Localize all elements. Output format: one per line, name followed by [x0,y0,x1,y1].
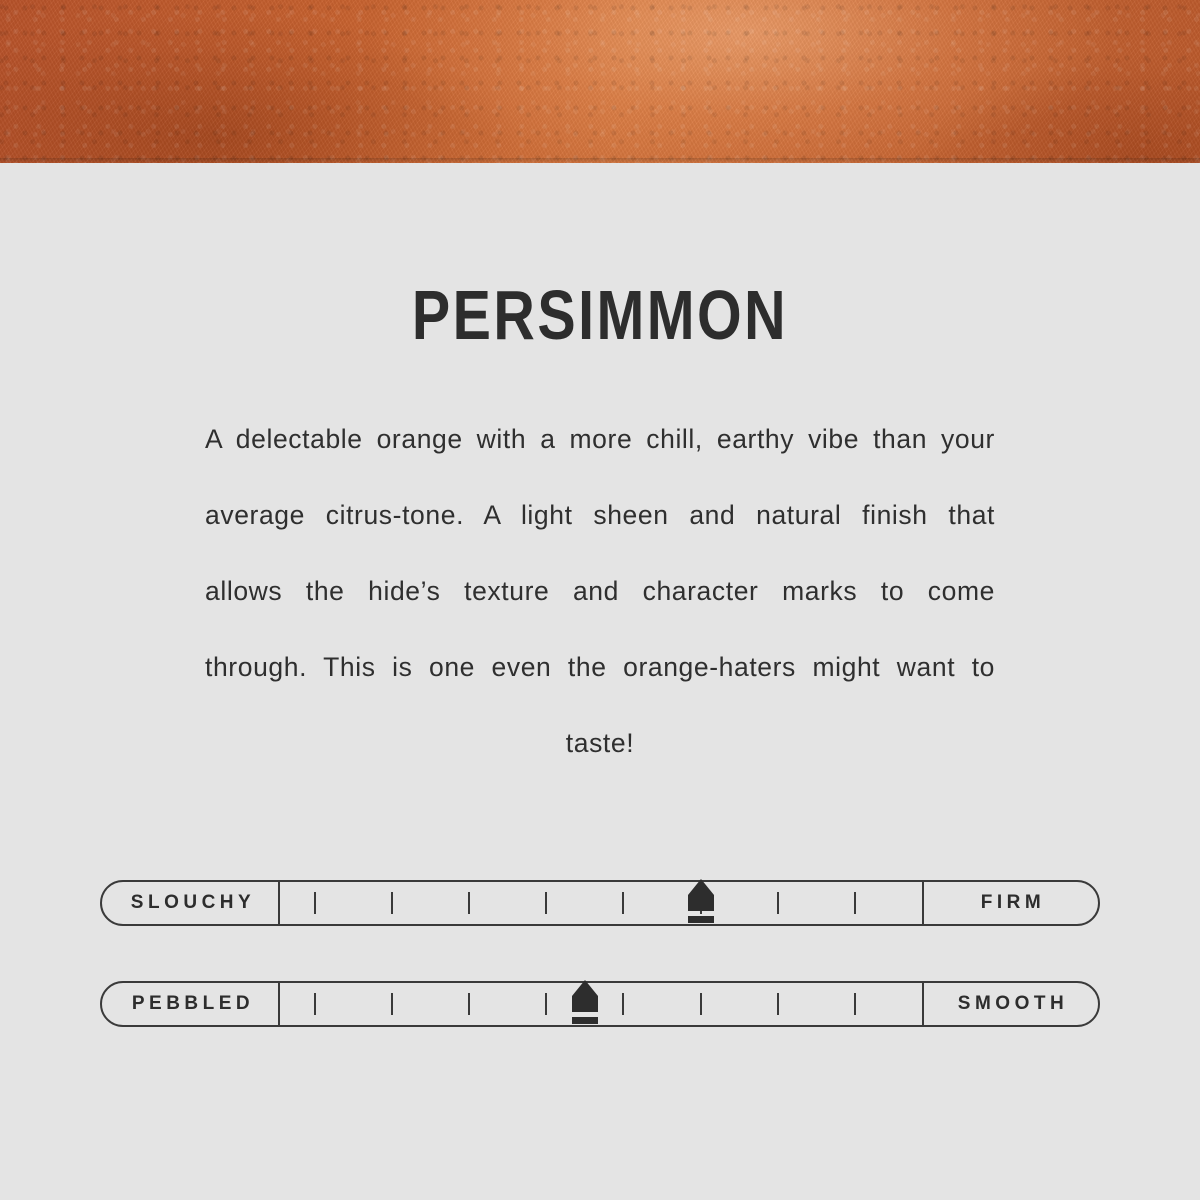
slider-track-texture[interactable] [100,981,1100,1027]
slider-tick [777,892,779,914]
slider-scale-texture[interactable] [280,983,922,1025]
attribute-sliders [0,880,1200,1082]
slider-handle-texture[interactable] [565,974,605,1034]
slider-texture[interactable] [100,981,1100,1027]
slider-tick [854,993,856,1015]
slider-tick [391,993,393,1015]
slider-tick [622,993,624,1015]
slider-left-label-texture: PEBBLED [102,983,280,1025]
card-content [0,163,1200,781]
slider-scale-firmness[interactable] [280,882,922,924]
slider-tick [314,892,316,914]
leather-swatch-image [0,0,1200,163]
slider-tick [468,993,470,1015]
slider-tick [545,993,547,1015]
slider-tick [545,892,547,914]
color-description: A delectable orange with a more chill, earthy vibe than your average citrus-tone. A light sheen and natural finish that allows the hide’s texture and character marks to come through. This is one even the orange-haters might want to taste! [205,424,995,758]
slider-left-label-firmness: SLOUCHY [102,882,280,924]
slider-tick [314,993,316,1015]
slider-firmness[interactable] [100,880,1100,926]
slider-tick [468,892,470,914]
slider-handle-firmness[interactable] [681,873,721,933]
slider-tick [622,892,624,914]
slider-track-firmness[interactable] [100,880,1100,926]
slider-tick [391,892,393,914]
slider-tick [777,993,779,1015]
slider-right-label-firmness: FIRM [922,882,1098,924]
slider-tick [700,993,702,1015]
slider-tick [854,892,856,914]
page-title: PERSIMMON [411,276,789,354]
slider-right-label-texture: SMOOTH [922,983,1098,1025]
